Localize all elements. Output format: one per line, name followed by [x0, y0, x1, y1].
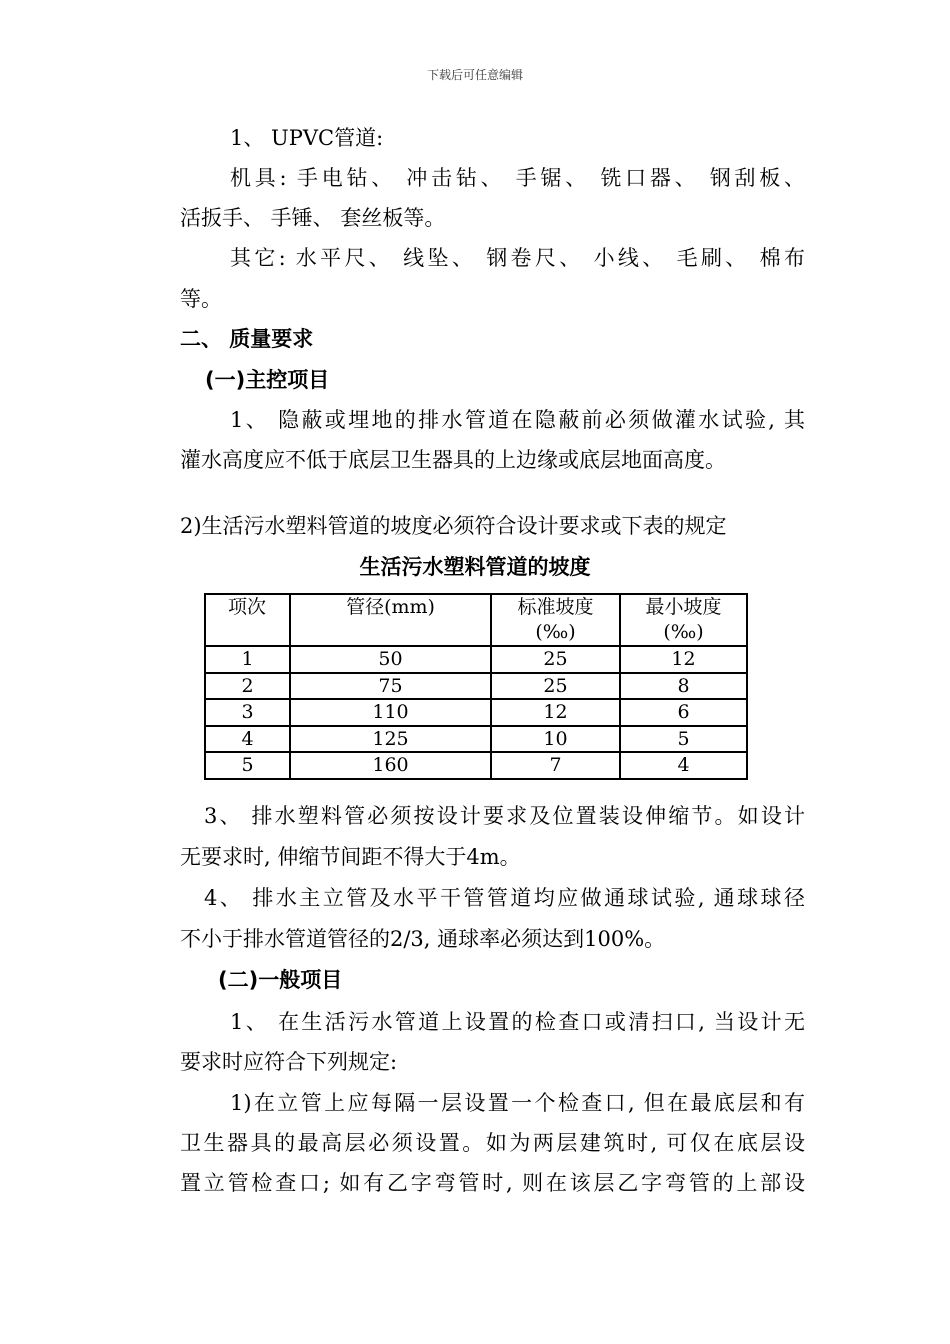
paragraph-5-line-2: 要求时应符合下列规定:: [180, 1050, 398, 1074]
table-row: [205, 699, 747, 726]
paragraph-1-line-1: 1、 隐蔽或埋地的排水管道在隐蔽前必须做灌水试验, 其: [230, 408, 805, 432]
table-header-row: [205, 594, 747, 646]
table-cell: 10: [491, 726, 620, 753]
paragraph-1-line-2: 灌水高度应不低于底层卫生器具的上边缘或底层地面高度。: [180, 448, 726, 472]
header-cell: 管径(mm): [290, 594, 491, 646]
table-cell: 3: [205, 699, 290, 726]
table-cell: 7: [491, 752, 620, 779]
table-cell: 25: [491, 673, 620, 700]
paragraph-4-line-2: 不小于排水管道管径的2/3, 通球率必须达到100%。: [180, 927, 666, 951]
table-row: [205, 646, 747, 673]
other-tools-line-1: 其它: 水平尺、 线坠、 钢卷尺、 小线、 毛刷、 棉布: [230, 246, 805, 270]
tools-line-1: 机具: 手电钻、 冲击钻、 手锯、 铣口器、 钢刮板、: [230, 166, 805, 190]
table-title: 生活污水塑料管道的坡度: [359, 555, 591, 579]
table-cell: 160: [290, 752, 491, 779]
paragraph-3-line-1: 3、 排水塑料管必须按设计要求及位置装设伸缩节。如设计: [204, 804, 805, 828]
paragraph-6-line-1: 1)在立管上应每隔一层设置一个检查口, 但在最底层和有: [230, 1091, 805, 1115]
paragraph-2: 2)生活污水塑料管道的坡度必须符合设计要求或下表的规定: [180, 514, 727, 538]
paragraph-3-line-2: 无要求时, 伸缩节间距不得大于4m。: [180, 845, 521, 869]
table-cell: 2: [205, 673, 290, 700]
table-cell: 125: [290, 726, 491, 753]
header-cell: 最小坡度 (‰): [620, 594, 747, 646]
paragraph-5-line-1: 1、 在生活污水管道上设置的检查口或清扫口, 当设计无: [230, 1010, 805, 1034]
section-heading-quality: 二、 质量要求: [180, 327, 314, 351]
table-cell: 1: [205, 646, 290, 673]
paragraph-6-line-2: 卫生器具的最高层必须设置。如为两层建筑时, 可仅在底层设: [180, 1131, 805, 1155]
paragraph-4-line-1: 4、 排水主立管及水平干管管道均应做通球试验, 通球球径: [204, 886, 805, 910]
table-cell: 4: [205, 726, 290, 753]
table-row: [205, 726, 747, 753]
other-tools-line-2: 等。: [180, 287, 222, 311]
table-cell: 75: [290, 673, 491, 700]
table-cell: 12: [620, 646, 747, 673]
subsection-heading-main: (一)主控项目: [205, 368, 330, 392]
table-row: [205, 752, 747, 779]
item-upvc-heading: 1、 UPVC管道:: [230, 126, 384, 150]
table-cell: 110: [290, 699, 491, 726]
header-cell: 项次: [205, 594, 290, 646]
table-cell: 6: [620, 699, 747, 726]
table-cell: 25: [491, 646, 620, 673]
table-cell: 8: [620, 673, 747, 700]
slope-table: [204, 593, 748, 780]
table-cell: 4: [620, 752, 747, 779]
table-cell: 5: [205, 752, 290, 779]
header-cell: 标准坡度 (‰): [491, 594, 620, 646]
subsection-heading-general: (二)一般项目: [218, 968, 343, 992]
table-cell: 12: [491, 699, 620, 726]
table-cell: 50: [290, 646, 491, 673]
paragraph-6-line-3: 置立管检查口; 如有乙字弯管时, 则在该层乙字弯管的上部设: [180, 1171, 805, 1195]
table-cell: 5: [620, 726, 747, 753]
page-header: 下载后可任意编辑: [426, 68, 523, 82]
table-row: [205, 673, 747, 700]
tools-line-2: 活扳手、 手锤、 套丝板等。: [180, 206, 446, 230]
